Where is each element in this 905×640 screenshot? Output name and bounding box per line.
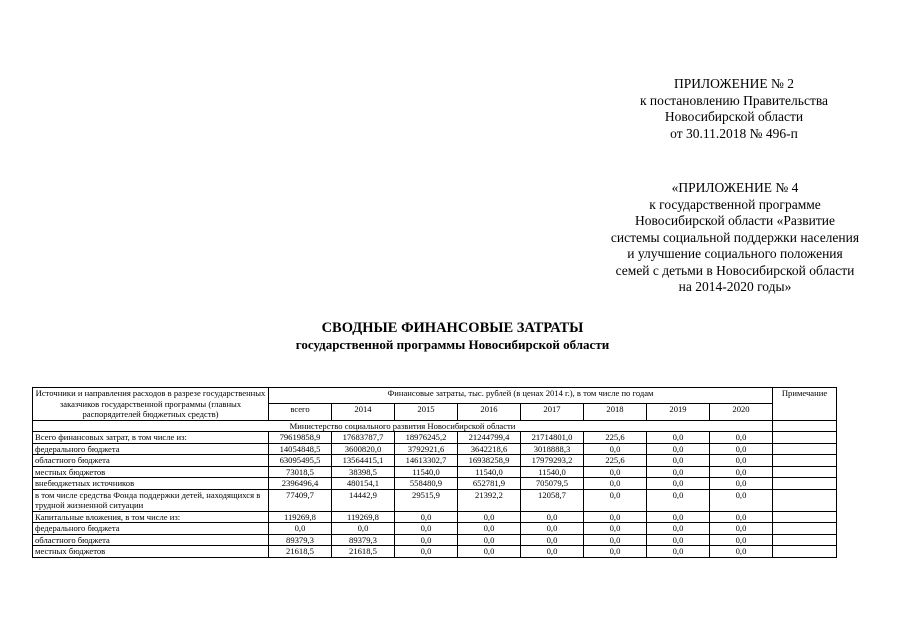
table-cell: 73018,5	[269, 466, 332, 478]
table-cell: 0,0	[521, 511, 584, 523]
table-cell: 14613302,7	[395, 455, 458, 467]
ministry-row	[33, 420, 837, 432]
table-cell: 0,0	[584, 546, 647, 558]
table-cell: 0,0	[647, 523, 710, 535]
table-cell: 2396496,4	[269, 478, 332, 490]
table-cell: 11540,0	[521, 466, 584, 478]
table-row	[33, 489, 837, 511]
table-cell: 38398,5	[332, 466, 395, 478]
table-cell: 17979293,2	[521, 455, 584, 467]
program-appendix-line: к государственной программе	[649, 196, 821, 212]
table-cell: 705079,5	[521, 478, 584, 490]
table-cell: 0,0	[647, 432, 710, 444]
table-cell: 13564415,1	[332, 455, 395, 467]
note-column-header: Примечание	[773, 388, 837, 421]
table-cell: 119269,8	[332, 511, 395, 523]
table-cell: 0,0	[458, 511, 521, 523]
table-cell: 0,0	[710, 534, 773, 546]
table-cell: 89379,3	[269, 534, 332, 546]
table-cell: 18976245,2	[395, 432, 458, 444]
table-cell: 0,0	[584, 489, 647, 511]
table-cell: 0,0	[395, 534, 458, 546]
table-cell: 225,6	[584, 455, 647, 467]
table-cell: 11540,0	[458, 466, 521, 478]
table-cell: 0,0	[710, 511, 773, 523]
table-cell: 0,0	[710, 489, 773, 511]
row-label: Капитальные вложения, в том числе из:	[33, 511, 269, 523]
note-cell	[773, 443, 837, 455]
table-cell: 0,0	[584, 443, 647, 455]
table-row	[33, 511, 837, 523]
table-cell: 17683787,7	[332, 432, 395, 444]
table-cell: 3792921,6	[395, 443, 458, 455]
table-row	[33, 455, 837, 467]
table-cell: 21244799,4	[458, 432, 521, 444]
year-column-header: 2020	[710, 404, 773, 420]
table-row	[33, 443, 837, 455]
note-cell	[773, 489, 837, 511]
table-cell: 0,0	[647, 546, 710, 558]
note-cell	[773, 511, 837, 523]
table-cell: 21392,2	[458, 489, 521, 511]
note-cell	[773, 534, 837, 546]
table-cell: 119269,8	[269, 511, 332, 523]
row-label: местных бюджетов	[33, 546, 269, 558]
table-cell: 225,6	[584, 432, 647, 444]
table-cell: 63095495,5	[269, 455, 332, 467]
table-cell: 0,0	[710, 523, 773, 535]
note-cell	[773, 478, 837, 490]
table-cell: 0,0	[458, 534, 521, 546]
document-title-main: СВОДНЫЕ ФИНАНСОВЫЕ ЗАТРАТЫ	[321, 320, 584, 336]
table-cell: 14442,9	[332, 489, 395, 511]
table-cell: 0,0	[710, 546, 773, 558]
note-cell	[773, 432, 837, 444]
table-cell: 29515,9	[395, 489, 458, 511]
document-title-sub: государственной программы Новосибирской области	[295, 337, 610, 352]
table-cell: 16938258,9	[458, 455, 521, 467]
note-cell	[773, 523, 837, 535]
table-cell: 0,0	[647, 534, 710, 546]
table-cell: 0,0	[584, 478, 647, 490]
row-label: Всего финансовых затрат, в том числе из:	[33, 432, 269, 444]
table-cell: 652781,9	[458, 478, 521, 490]
source-column-header: Источники и направления расходов в разрезе государственных заказчиков государственной программы (главных распорядителей бюджетных средств)	[33, 388, 269, 421]
document-title	[0, 320, 905, 353]
row-label: федерального бюджета	[33, 523, 269, 535]
year-column-header: 2014	[332, 404, 395, 420]
table-cell: 0,0	[584, 523, 647, 535]
table-cell: 0,0	[269, 523, 332, 535]
table-cell: 0,0	[458, 546, 521, 558]
program-appendix-line: семей с детьми в Новосибирской области	[615, 262, 855, 278]
table-cell: 0,0	[647, 443, 710, 455]
table-row	[33, 534, 837, 546]
year-column-header: 2016	[458, 404, 521, 420]
table-cell: 21618,5	[269, 546, 332, 558]
table-cell: 0,0	[395, 546, 458, 558]
table-row	[33, 478, 837, 490]
year-column-header: 2019	[647, 404, 710, 420]
table-row	[33, 466, 837, 478]
year-column-header: 2018	[584, 404, 647, 420]
table-cell: 0,0	[710, 478, 773, 490]
appendix-header-line: от 30.11.2018 № 496-п	[670, 125, 798, 141]
appendix-header-line: Новосибирской области	[664, 109, 804, 124]
row-label: областного бюджета	[33, 534, 269, 546]
table-cell: 0,0	[710, 432, 773, 444]
table-cell: 3600820,0	[332, 443, 395, 455]
row-label: в том числе средства Фонда поддержки детей, находящихся в трудной жизненной ситуации	[33, 489, 269, 511]
financial-costs-table	[32, 387, 837, 558]
appendix-header	[618, 76, 850, 142]
table-row	[33, 546, 837, 558]
program-appendix-line: на 2014-2020 годы»	[678, 279, 792, 294]
row-label: областного бюджета	[33, 455, 269, 467]
year-column-header: 2017	[521, 404, 584, 420]
year-column-header: всего	[269, 404, 332, 420]
table-cell: 21618,5	[332, 546, 395, 558]
note-cell	[773, 546, 837, 558]
row-label: федерального бюджета	[33, 443, 269, 455]
table-cell: 0,0	[332, 523, 395, 535]
table-cell: 480154,1	[332, 478, 395, 490]
table-cell: 0,0	[584, 466, 647, 478]
table-cell: 0,0	[395, 523, 458, 535]
year-column-header: 2015	[395, 404, 458, 420]
table-cell: 0,0	[710, 455, 773, 467]
table-cell: 0,0	[647, 511, 710, 523]
table-cell: 0,0	[458, 523, 521, 535]
table-cell: 77409,7	[269, 489, 332, 511]
table-cell: 3642218,6	[458, 443, 521, 455]
note-cell	[773, 466, 837, 478]
program-appendix-header	[590, 180, 880, 296]
table-cell: 79619858,9	[269, 432, 332, 444]
program-appendix-line: Новосибирской области «Развитие	[635, 213, 835, 228]
table-cell: 3018888,3	[521, 443, 584, 455]
row-label: внебюджетных источников	[33, 478, 269, 490]
table-cell: 0,0	[647, 466, 710, 478]
table-cell: 0,0	[710, 443, 773, 455]
table-cell: 0,0	[647, 489, 710, 511]
table-cell: 558480,9	[395, 478, 458, 490]
table-row	[33, 432, 837, 444]
table-cell: 11540,0	[395, 466, 458, 478]
table-row	[33, 523, 837, 535]
note-cell	[773, 455, 837, 467]
program-appendix-line: и улучшение социального положения	[627, 246, 843, 261]
table-cell: 14054848,5	[269, 443, 332, 455]
ministry-name: Министерство социального развития Новосибирской области	[33, 420, 773, 432]
appendix-header-line: ПРИЛОЖЕНИЕ № 2	[673, 76, 795, 91]
table-cell	[773, 420, 837, 432]
table-cell: 0,0	[395, 511, 458, 523]
table-cell: 0,0	[584, 511, 647, 523]
appendix-header-line: к постановлению Правительства	[639, 92, 829, 108]
table-cell: 0,0	[647, 478, 710, 490]
table-cell: 89379,3	[332, 534, 395, 546]
table-cell: 0,0	[521, 523, 584, 535]
table-cell: 12058,7	[521, 489, 584, 511]
table-cell: 0,0	[521, 534, 584, 546]
table-cell: 21714801,0	[521, 432, 584, 444]
table-cell: 0,0	[710, 466, 773, 478]
table-cell: 0,0	[647, 455, 710, 467]
costs-column-header: Финансовые затраты, тыс. рублей (в ценах 2014 г.), в том числе по годам	[269, 388, 773, 404]
program-appendix-line: «ПРИЛОЖЕНИЕ № 4	[671, 180, 799, 195]
program-appendix-line: системы социальной поддержки населения	[610, 229, 860, 245]
table-cell: 0,0	[521, 546, 584, 558]
table-cell: 0,0	[584, 534, 647, 546]
row-label: местных бюджетов	[33, 466, 269, 478]
